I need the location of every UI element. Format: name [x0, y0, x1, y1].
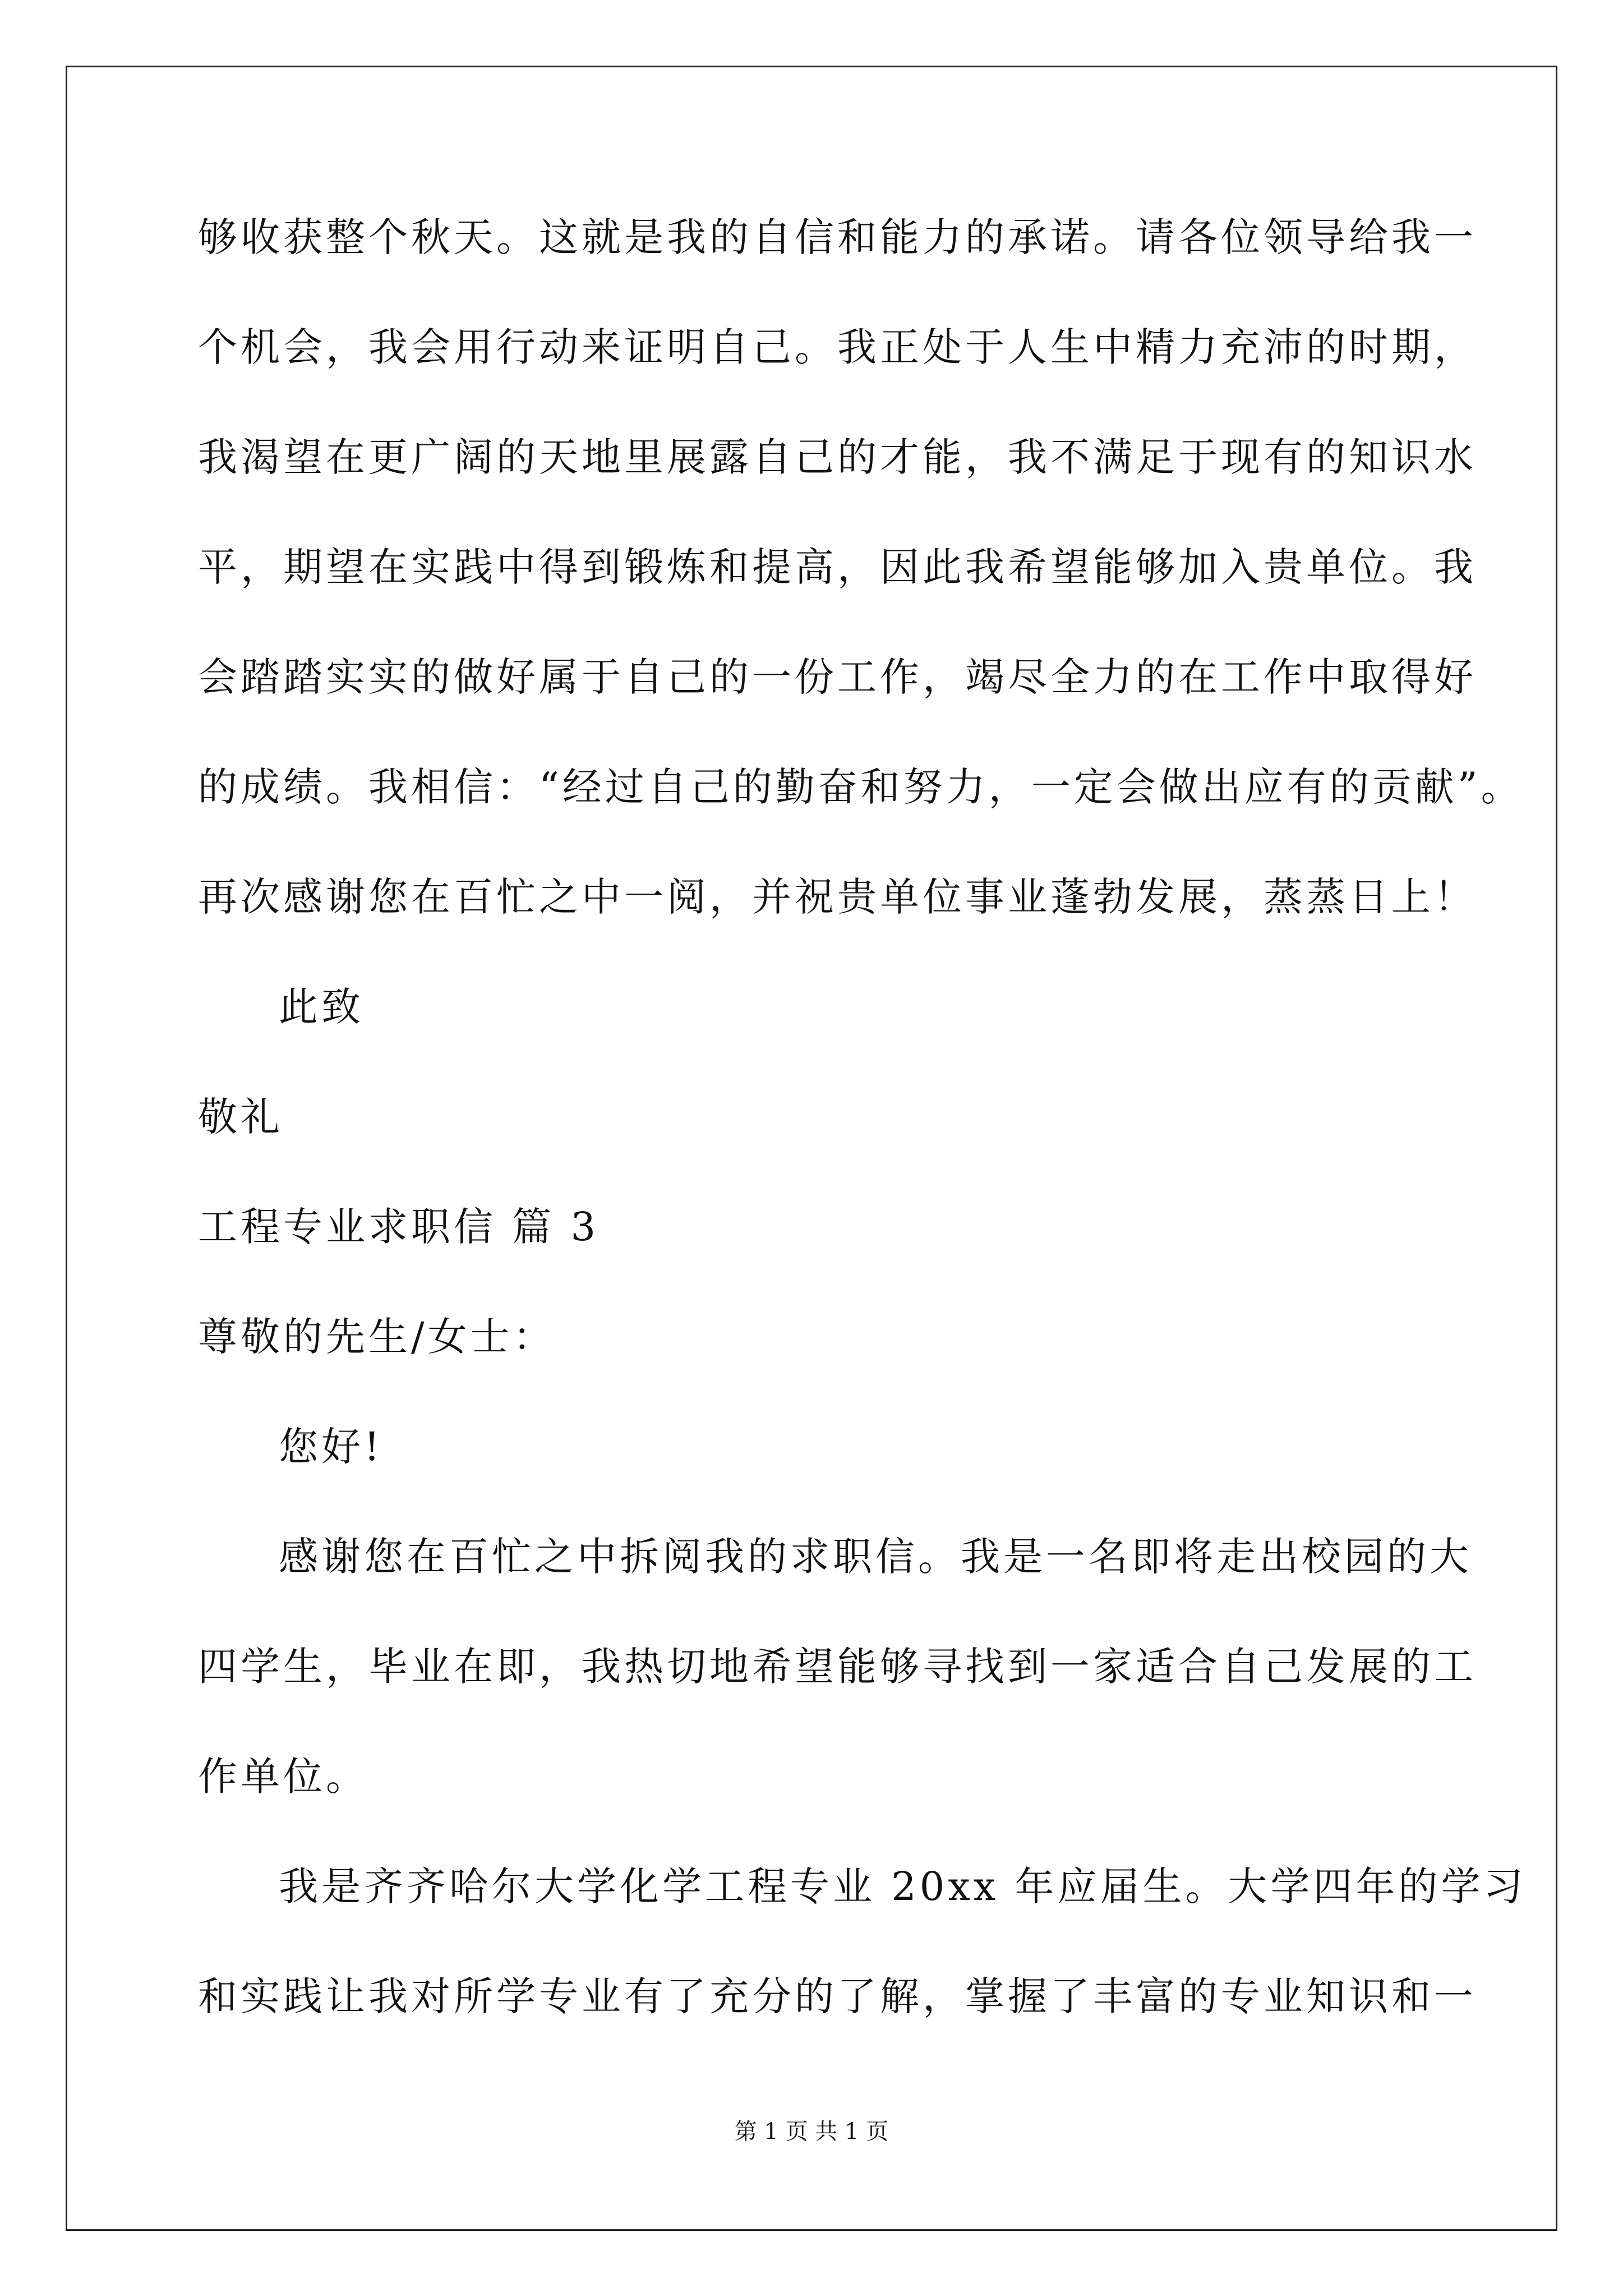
- text-line: 我是齐齐哈尔大学化学工程专业 20xx 年应届生。大学四年的学习: [279, 1864, 1527, 1910]
- text-line: 和实践让我对所学专业有了充分的了解，掌握了丰富的专业知识和一: [198, 1973, 1477, 2019]
- greeting-line: 您好!: [279, 1424, 384, 1470]
- text-line: 个机会，我会用行动来证明自己。我正处于人生中精力充沛的时期，: [198, 324, 1477, 370]
- text-line: 四学生，毕业在即，我热切地希望能够寻找到一家适合自己发展的工: [198, 1644, 1477, 1690]
- text-line: 我渴望在更广阔的天地里展露自己的才能，我不满足于现有的知识水: [198, 434, 1477, 480]
- addressee-line: 尊敬的先生/女士：: [198, 1314, 556, 1360]
- closing-line: 此致: [279, 984, 364, 1030]
- text-line: 够收获整个秋天。这就是我的自信和能力的承诺。请各位领导给我一: [198, 214, 1477, 260]
- section-heading: 工程专业求职信 篇 3: [198, 1204, 600, 1250]
- salutation-line: 敬礼: [198, 1094, 283, 1140]
- text-line: 会踏踏实实的做好属于自己的一份工作，竭尽全力的在工作中取得好: [198, 654, 1477, 700]
- page-footer: 第 1 页 共 1 页: [734, 2119, 889, 2145]
- text-line: 作单位。: [198, 1754, 368, 1800]
- text-line: 的成绩。我相信：“经过自己的勤奋和努力，一定会做出应有的贡献”。: [198, 764, 1524, 810]
- text-line: 平，期望在实践中得到锻炼和提高，因此我希望能够加入贵单位。我: [198, 544, 1477, 590]
- text-line: 感谢您在百忙之中拆阅我的求职信。我是一名即将走出校园的大: [279, 1534, 1472, 1580]
- text-line: 再次感谢您在百忙之中一阅，并祝贵单位事业蓬勃发展，蒸蒸日上！: [198, 874, 1477, 920]
